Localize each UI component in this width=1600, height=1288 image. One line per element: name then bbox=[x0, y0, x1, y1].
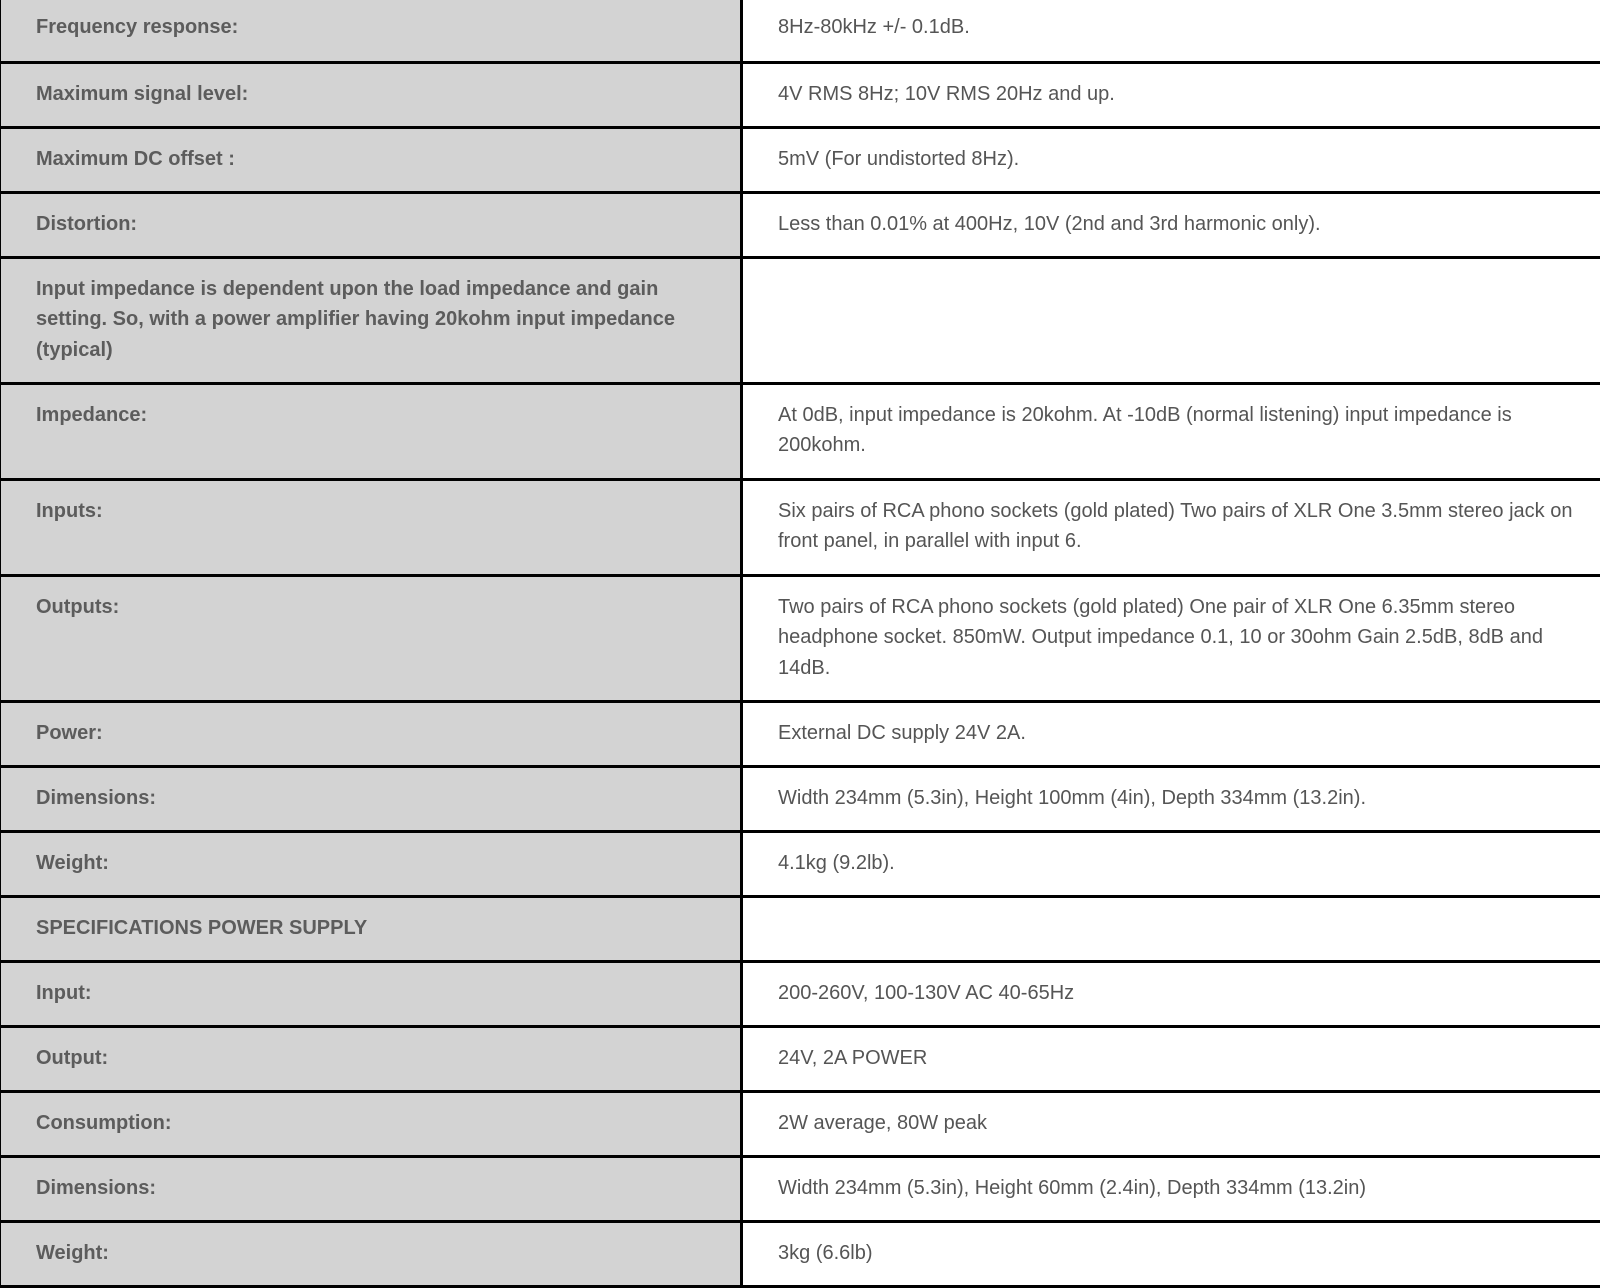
spec-label: Output: bbox=[1, 1026, 742, 1091]
table-row bbox=[1, 479, 1600, 575]
table-row bbox=[1, 192, 1600, 257]
spec-label: Consumption: bbox=[1, 1091, 742, 1156]
table-row bbox=[1, 1026, 1600, 1091]
spec-label: Dimensions: bbox=[1, 766, 742, 831]
spec-label: Power: bbox=[1, 701, 742, 766]
spec-label: Maximum signal level: bbox=[1, 62, 742, 127]
section-header-row bbox=[1, 896, 1600, 961]
spec-value: Two pairs of RCA phono sockets (gold plated) One pair of XLR One 6.35mm stereo headphone socket. 850mW. Output impedance 0.1, 10 or 30ohm Gain 2.5dB, 8dB and 14dB. bbox=[742, 575, 1600, 701]
table-row bbox=[1, 1091, 1600, 1156]
table-row bbox=[1, 1156, 1600, 1221]
spec-value: 4.1kg (9.2lb). bbox=[742, 831, 1600, 896]
spec-value: 200-260V, 100-130V AC 40-65Hz bbox=[742, 961, 1600, 1026]
spec-value: 5mV (For undistorted 8Hz). bbox=[742, 127, 1600, 192]
table-row bbox=[1, 383, 1600, 479]
table-row bbox=[1, 0, 1600, 62]
table-row bbox=[1, 127, 1600, 192]
spec-label: Distortion: bbox=[1, 192, 742, 257]
spec-value: 4V RMS 8Hz; 10V RMS 20Hz and up. bbox=[742, 62, 1600, 127]
spec-value: 8Hz-80kHz +/- 0.1dB. bbox=[742, 0, 1600, 62]
spec-label: Maximum DC offset : bbox=[1, 127, 742, 192]
spec-value bbox=[742, 896, 1600, 961]
spec-value: Width 234mm (5.3in), Height 60mm (2.4in), Depth 334mm (13.2in) bbox=[742, 1156, 1600, 1221]
spec-value bbox=[742, 257, 1600, 383]
spec-label: Input impedance is dependent upon the load impedance and gain setting. So, with a power amplifier having 20kohm input impedance (typical) bbox=[1, 257, 742, 383]
spec-label: Outputs: bbox=[1, 575, 742, 701]
table-row bbox=[1, 766, 1600, 831]
spec-value: Width 234mm (5.3in), Height 100mm (4in), Depth 334mm (13.2in). bbox=[742, 766, 1600, 831]
spec-label: Input: bbox=[1, 961, 742, 1026]
spec-value: Less than 0.01% at 400Hz, 10V (2nd and 3rd harmonic only). bbox=[742, 192, 1600, 257]
table-row bbox=[1, 575, 1600, 701]
spec-label: Impedance: bbox=[1, 383, 742, 479]
table-row bbox=[1, 831, 1600, 896]
spec-value: 2W average, 80W peak bbox=[742, 1091, 1600, 1156]
spec-label: Weight: bbox=[1, 1221, 742, 1286]
spec-value: 24V, 2A POWER bbox=[742, 1026, 1600, 1091]
spec-label: Weight: bbox=[1, 831, 742, 896]
spec-label: Frequency response: bbox=[1, 0, 742, 62]
spec-value: Six pairs of RCA phono sockets (gold plated) Two pairs of XLR One 3.5mm stereo jack on front panel, in parallel with input 6. bbox=[742, 479, 1600, 575]
table-row bbox=[1, 961, 1600, 1026]
table-row bbox=[1, 1221, 1600, 1286]
spec-value: 3kg (6.6lb) bbox=[742, 1221, 1600, 1286]
section-title: SPECIFICATIONS POWER SUPPLY bbox=[1, 896, 742, 961]
table-row bbox=[1, 62, 1600, 127]
table-row bbox=[1, 701, 1600, 766]
spec-label: Inputs: bbox=[1, 479, 742, 575]
spec-value: At 0dB, input impedance is 20kohm. At -10dB (normal listening) input impedance is 200kohm. bbox=[742, 383, 1600, 479]
spec-value: External DC supply 24V 2A. bbox=[742, 701, 1600, 766]
table-row bbox=[1, 257, 1600, 383]
spec-label: Dimensions: bbox=[1, 1156, 742, 1221]
